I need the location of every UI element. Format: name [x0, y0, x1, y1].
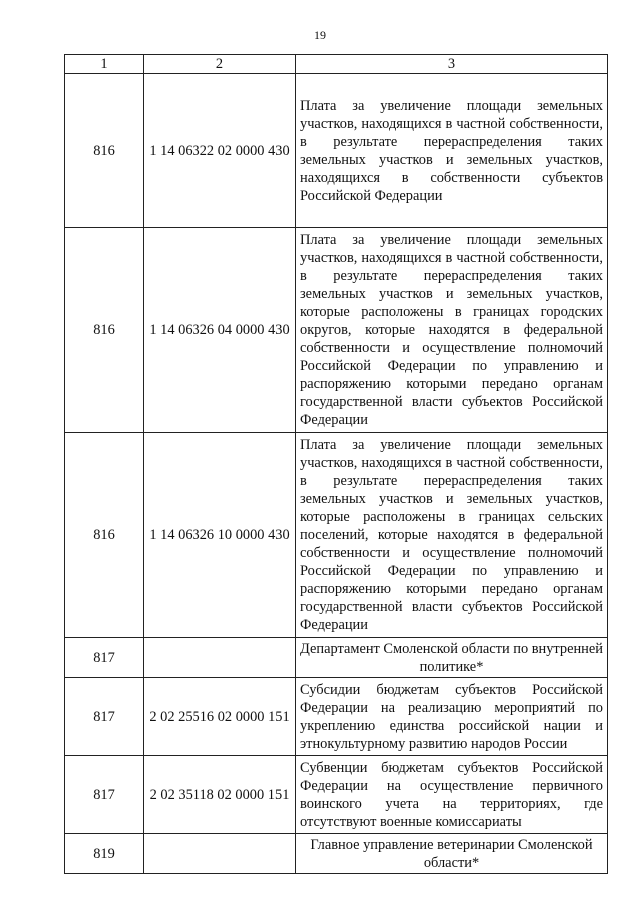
admin-code-cell: 819	[65, 834, 144, 874]
table-row	[65, 834, 608, 874]
revenue-code-cell	[144, 638, 296, 678]
revenue-description-cell: Субвенции бюджетам субъектов Российской Федерации на осуществление первичного воинского учета на территориях, где отсутствуют военные комиссариаты	[296, 756, 608, 834]
department-heading-cell: Главное управление ветеринарии Смоленской области*	[296, 834, 608, 874]
revenue-code-cell: 2 02 35118 02 0000 151	[144, 756, 296, 834]
budget-classification-table	[64, 54, 608, 874]
table-row	[65, 228, 608, 433]
page-number: 19	[314, 28, 326, 42]
admin-code-cell: 817	[65, 638, 144, 678]
revenue-code-cell	[144, 834, 296, 874]
table-header-row	[65, 55, 608, 74]
revenue-code-cell: 1 14 06322 02 0000 430	[144, 74, 296, 228]
table-row	[65, 756, 608, 834]
admin-code-cell: 816	[65, 74, 144, 228]
column-header-2: 2	[144, 55, 296, 74]
column-header-1: 1	[65, 55, 144, 74]
revenue-code-cell: 1 14 06326 04 0000 430	[144, 228, 296, 433]
revenue-description-cell: Плата за увеличение площади земельных участков, находящихся в частной собственности, в результате перераспределения таких земельных участков и земельных участков, которые расположены в границах сельских поселений, которые находятся в федеральной собственности и осуществление полномочий Российской Федерации по управлению и распоряжению которыми передано органам государственной власти субъектов Российской Федерации	[296, 433, 608, 638]
table-row	[65, 433, 608, 638]
table-row	[65, 678, 608, 756]
admin-code-cell: 816	[65, 228, 144, 433]
revenue-description-cell: Плата за увеличение площади земельных участков, находящихся в частной собственности, в результате перераспределения таких земельных участков и земельных участков, находящихся в собственности субъектов Российской Федерации	[296, 74, 608, 228]
admin-code-cell: 817	[65, 678, 144, 756]
table-row	[65, 74, 608, 228]
admin-code-cell: 816	[65, 433, 144, 638]
column-header-3: 3	[296, 55, 608, 74]
revenue-description-cell: Субсидии бюджетам субъектов Российской Федерации на реализацию мероприятий по укреплению единства российской нации и этнокультурному развитию народов России	[296, 678, 608, 756]
admin-code-cell: 817	[65, 756, 144, 834]
revenue-code-cell: 2 02 25516 02 0000 151	[144, 678, 296, 756]
revenue-description-cell: Плата за увеличение площади земельных участков, находящихся в частной собственности, в результате перераспределения таких земельных участков и земельных участков, которые расположены в границах городских округов, которые находятся в федеральной собственности и осуществление полномочий Российской Федерации по управлению и распоряжению которыми передано органам государственной власти субъектов Российской Федерации	[296, 228, 608, 433]
revenue-code-cell: 1 14 06326 10 0000 430	[144, 433, 296, 638]
department-heading-cell: Департамент Смоленской области по внутренней политике*	[296, 638, 608, 678]
table-row	[65, 638, 608, 678]
